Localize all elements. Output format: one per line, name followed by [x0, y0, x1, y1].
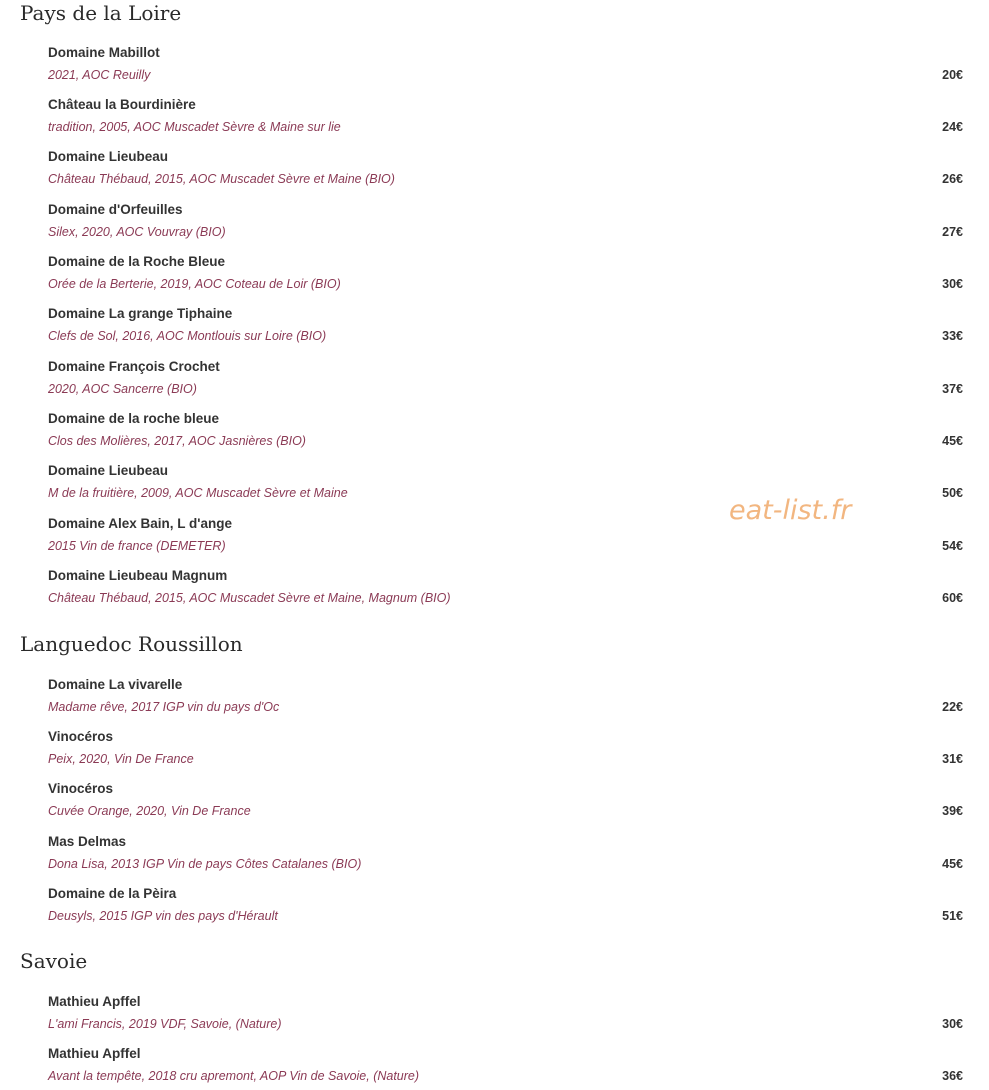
- wine-description: M de la fruitière, 2009, AOC Muscadet Sèvre et Maine: [48, 486, 348, 500]
- wine-name: Domaine de la Pèira: [48, 886, 177, 901]
- wine-price: 26€: [942, 172, 963, 186]
- wine-description: 2021, AOC Reuilly: [48, 68, 151, 82]
- wine-description: 2015 Vin de france (DEMETER): [48, 539, 226, 553]
- wine-name: Domaine d'Orfeuilles: [48, 202, 183, 217]
- wine-price: 20€: [942, 68, 963, 82]
- wine-name: Domaine Mabillot: [48, 45, 160, 60]
- wine-price: 37€: [942, 382, 963, 396]
- section-title: Languedoc Roussillon: [20, 632, 243, 656]
- wine-item: [48, 567, 963, 611]
- wine-description: 2020, AOC Sancerre (BIO): [48, 382, 197, 396]
- wine-price: 54€: [942, 539, 963, 553]
- wine-description: Orée de la Berterie, 2019, AOC Coteau de Loir (BIO): [48, 277, 341, 291]
- wine-name: Domaine Lieubeau Magnum: [48, 568, 228, 583]
- wine-name: Mathieu Apffel: [48, 994, 141, 1009]
- wine-name: Domaine Lieubeau: [48, 463, 169, 478]
- wine-price: 50€: [942, 486, 963, 500]
- wine-description: Château Thébaud, 2015, AOC Muscadet Sèvre et Maine (BIO): [48, 172, 395, 186]
- wine-price: 27€: [942, 225, 963, 239]
- section-title: Savoie: [20, 949, 88, 973]
- wine-item: [48, 201, 963, 245]
- wine-item: [48, 44, 963, 88]
- wine-item: [48, 728, 963, 772]
- wine-description: Peix, 2020, Vin De France: [48, 752, 194, 766]
- wine-price: 24€: [942, 120, 963, 134]
- wine-item: [48, 148, 963, 192]
- wine-item: [48, 410, 963, 454]
- section-title: Pays de la Loire: [20, 1, 182, 25]
- wine-name: Domaine de la Roche Bleue: [48, 254, 226, 269]
- wine-description: Clefs de Sol, 2016, AOC Montlouis sur Loire (BIO): [48, 329, 327, 343]
- watermark-text: eat-list.fr: [729, 495, 852, 526]
- wine-description: L'ami Francis, 2019 VDF, Savoie, (Nature): [48, 1017, 282, 1031]
- wine-item: [48, 253, 963, 297]
- wine-description: Avant la tempête, 2018 cru apremont, AOP Vin de Savoie, (Nature): [48, 1069, 420, 1083]
- wine-name: Domaine La vivarelle: [48, 677, 183, 692]
- wine-price: 45€: [942, 434, 963, 448]
- wine-description: Château Thébaud, 2015, AOC Muscadet Sèvre et Maine, Magnum (BIO): [48, 591, 451, 605]
- wine-item: [48, 676, 963, 720]
- wine-item: [48, 833, 963, 877]
- wine-price: 39€: [942, 804, 963, 818]
- wine-name: Domaine de la roche bleue: [48, 411, 220, 426]
- wine-description: Cuvée Orange, 2020, Vin De France: [48, 804, 251, 818]
- wine-name: Mas Delmas: [48, 834, 127, 849]
- wine-item: [48, 358, 963, 402]
- wine-name: Château la Bourdinière: [48, 97, 196, 112]
- wine-item: [48, 96, 963, 140]
- wine-name: Domaine Lieubeau: [48, 149, 169, 164]
- wine-name: Vinocéros: [48, 729, 114, 744]
- wine-price: 51€: [942, 909, 963, 923]
- wine-price: 22€: [942, 700, 963, 714]
- wine-price: 30€: [942, 1017, 963, 1031]
- wine-item: [48, 1045, 963, 1089]
- wine-price: 36€: [942, 1069, 963, 1083]
- wine-description: Deusyls, 2015 IGP vin des pays d'Hérault: [48, 909, 278, 923]
- wine-price: 45€: [942, 857, 963, 871]
- wine-price: 60€: [942, 591, 963, 605]
- wine-price: 33€: [942, 329, 963, 343]
- wine-item: [48, 885, 963, 929]
- wine-item: [48, 305, 963, 349]
- wine-price: 31€: [942, 752, 963, 766]
- wine-description: Dona Lisa, 2013 IGP Vin de pays Côtes Catalanes (BIO): [48, 857, 362, 871]
- wine-name: Vinocéros: [48, 781, 114, 796]
- wine-description: tradition, 2005, AOC Muscadet Sèvre & Maine sur lie: [48, 120, 341, 134]
- wine-description: Madame rêve, 2017 IGP vin du pays d'Oc: [48, 700, 280, 714]
- wine-name: Mathieu Apffel: [48, 1046, 141, 1061]
- wine-name: Domaine François Crochet: [48, 359, 220, 374]
- wine-name: Domaine La grange Tiphaine: [48, 306, 233, 321]
- wine-item: [48, 993, 963, 1037]
- wine-item: [48, 780, 963, 824]
- wine-price: 30€: [942, 277, 963, 291]
- wine-description: Clos des Molières, 2017, AOC Jasnières (BIO): [48, 434, 306, 448]
- wine-name: Domaine Alex Bain, L d'ange: [48, 516, 233, 531]
- wine-description: Silex, 2020, AOC Vouvray (BIO): [48, 225, 226, 239]
